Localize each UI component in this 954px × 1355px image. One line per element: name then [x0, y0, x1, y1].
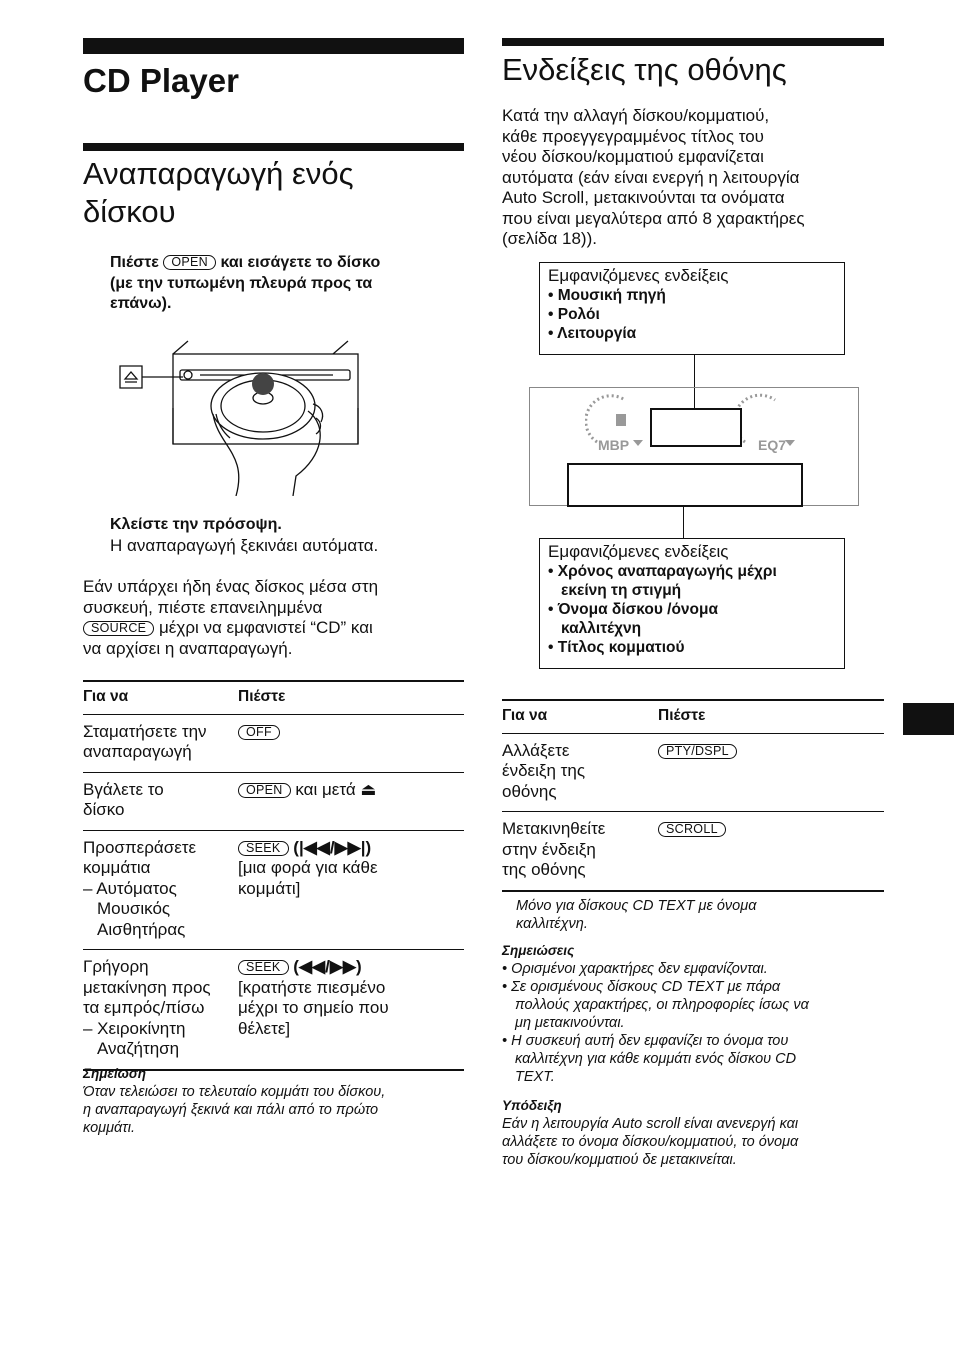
source-key: SOURCE: [83, 621, 154, 636]
section-title: CD Player: [83, 62, 239, 99]
table-row: Βγάλετε το δίσκο OPEN και μετά ⏏: [83, 772, 464, 830]
page-tab-marker: [903, 703, 954, 735]
subsection-title: Αναπαραγωγή ενός δίσκου: [83, 156, 354, 229]
col-header: Πιέστε: [238, 681, 464, 714]
table-row: Μετακινηθείτε στην ένδειξη της οθόνης SCROLL: [502, 812, 884, 891]
section-rule-left: [83, 38, 464, 54]
footnote: Μόνο για δίσκους CD TEXT με όνομα καλλιτέχνη.: [516, 898, 757, 932]
seek-key: SEEK: [238, 841, 289, 856]
notes: Σημειώσεις • Ορισμένοι χαρακτήρες δεν εμφανίζονται. • Σε ορισμένους δίσκους CD TEXT με πάρα πολλούς χαρακτήρες, οι πληροφορίες ίσως να μη μετακινούνται. • Η συσκευή αυτή δεν εμφανίζει το όνομα του καλλιτέχνη για κάθε κομμάτι ενός δίσκου CD TEXT.: [502, 943, 809, 1085]
open-key: OPEN: [238, 783, 291, 798]
pty-dspl-key: PTY/DSPL: [658, 744, 737, 759]
step-2: Κλείστε την πρόσοψη. Η αναπαραγωγή ξεκινάει αυτόματα.: [110, 516, 379, 555]
off-key: OFF: [238, 725, 280, 740]
connector-line: [683, 504, 684, 538]
scroll-key: SCROLL: [658, 822, 726, 837]
table-row: Σταματήσετε την αναπαραγωγή OFF: [83, 714, 464, 772]
seek-key: SEEK: [238, 960, 289, 975]
table-row: Αλλάξετε ένδειξη της οθόνης PTY/DSPL: [502, 733, 884, 812]
display-segment-large: [567, 463, 803, 507]
display-intro: Κατά την αλλαγή δίσκου/κομματιού, κάθε προεγγεγραμμένος τίτλος του νέου δίσκου/κομματιού εμφανίζεται αυτόματα (εάν είναι ενεργή η λειτουργία Auto Scroll, μετακινούνται τα ονόματα που είναι μεγαλύτερα από 8 χαρακτήρες (σελίδα 18)).: [502, 106, 805, 248]
display-section-title: Ενδείξεις της οθόνης: [502, 52, 787, 87]
mbp-indicator: MBP: [598, 437, 630, 453]
table-row: Γρήγορη μετακίνηση προς τα εμπρός/πίσω – Χειροκίνητη Αναζήτηση SEEK (◀◀/▶▶) [κρατήστε πιεσμένο μέχρι το σημείο που θέλετε]: [83, 950, 464, 1070]
open-key: OPEN: [163, 255, 216, 270]
cd-insert-illustration: [118, 336, 363, 496]
left-function-table: [83, 680, 464, 1071]
intro-paragraph: Εάν υπάρχει ήδη ένας δίσκος μέσα στη συσκευή, πιέστε επανειλημμένα SOURCE μέχρι να εμφανιστεί “CD” και να αρχίσει η αναπαραγωγή.: [83, 577, 379, 658]
table-row: Προσπεράσετε κομμάτια – Αυτόματος Μουσικός Αισθητήρας SEEK (|◀◀/▶▶|) [μια φορά για κάθε κομμάτι]: [83, 830, 464, 950]
subsection-rule: [83, 143, 464, 151]
indicator-box-top: Εμφανιζόμενες ενδείξεις • Μουσική πηγή • Ρολόι • Λειτουργία: [539, 262, 845, 355]
hint: Υπόδειξη Εάν η λειτουργία Auto scroll είναι ανενεργή και αλλάξετε το όνομα δίσκου/κομματιού, το όνομα του δίσκου/κομματιού δε μετακινείται.: [502, 1098, 799, 1168]
indicator-box-bottom: Εμφανιζόμενες ενδείξεις • Χρόνος αναπαραγωγής μέχρι εκείνη τη στιγμή • Όνομα δίσκου /όνομα καλλιτέχνη • Τίτλος κομματιού: [539, 538, 845, 669]
col-header: Για να: [502, 700, 658, 733]
section-rule-right: [502, 38, 884, 46]
col-header: Πιέστε: [658, 700, 884, 733]
note: Σημείωση Όταν τελειώσει το τελευταίο κομμάτι του δίσκου, η αναπαραγωγή ξεκινά και πάλι από το πρώτο κομμάτι.: [83, 1066, 386, 1136]
right-function-table: [502, 699, 884, 892]
eq-indicator: EQ7: [758, 437, 787, 453]
step-1: Πιέστε OPEN και εισάγετε το δίσκο (με την τυπωμένη πλευρά προς τα επάνω).: [110, 254, 381, 312]
col-header: Για να: [83, 681, 238, 714]
display-segment-small: [650, 408, 742, 447]
